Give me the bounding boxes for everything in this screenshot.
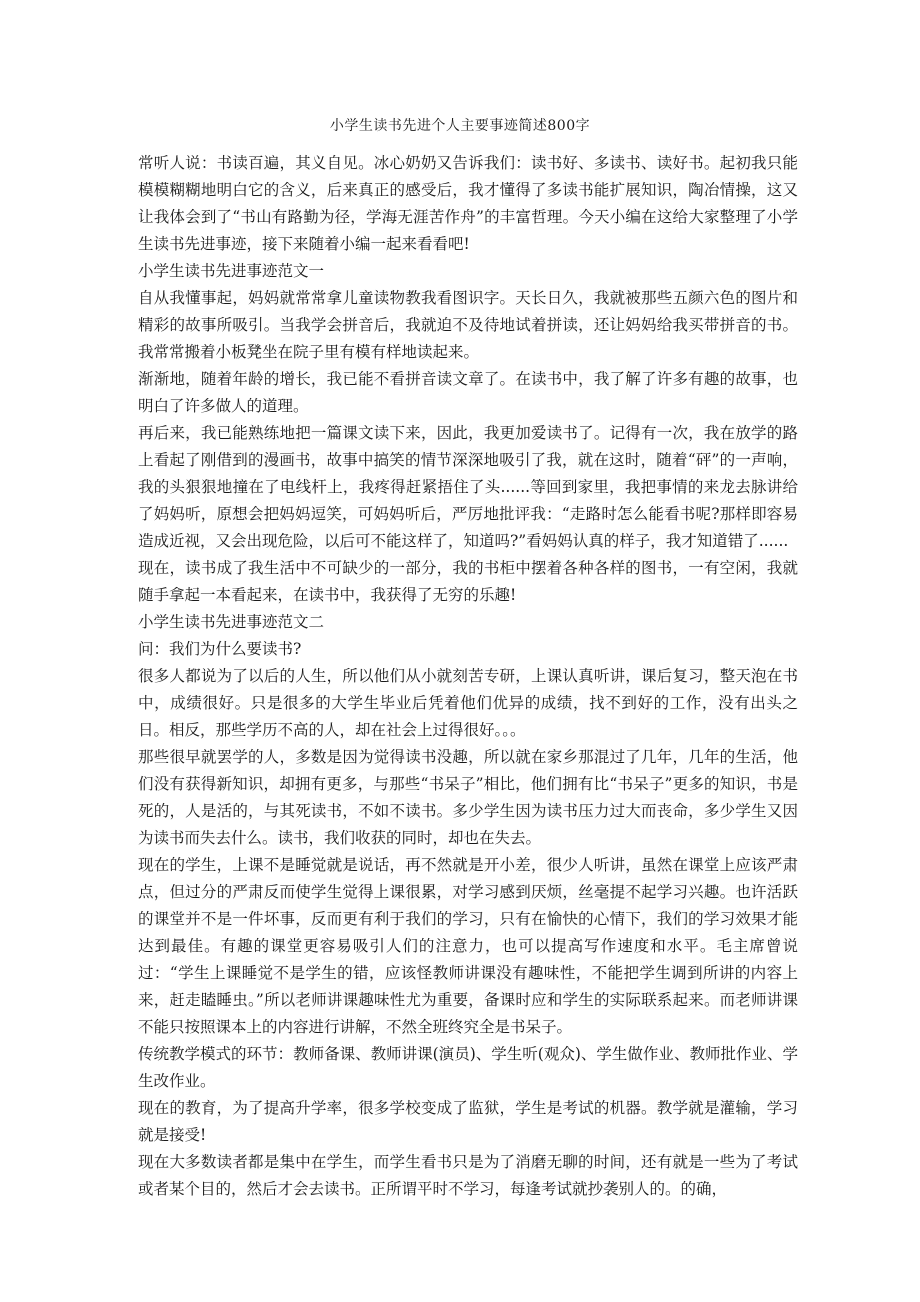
document-title: 小学生读书先进个人主要事迹简述800字: [329, 118, 591, 134]
paragraph: 传统教学模式的环节：教师备课、教师讲课(演员)、学生听(观众)、学生做作业、教师批作业、学生改作业。: [138, 1045, 798, 1090]
paragraph: 很多人都说为了以后的人生，所以他们从小就刻苦专研，上课认真听讲，课后复习，整天泡在书中，成绩很好。只是很多的大学生毕业后凭着他们优异的成绩，找不到好的工作，没有出头之日。相反，那些学历不高的人，却在社会上过得很好。。。: [138, 667, 798, 739]
paragraph: 现在，读书成了我生活中不可缺少的一部分，我的书柜中摆着各种各样的图书，一有空闲，我就随手拿起一本看起来，在读书中，我获得了无穷的乐趣!: [138, 559, 798, 604]
paragraph: 渐渐地，随着年龄的增长，我已能不看拼音读文章了。在读书中，我了解了许多有趣的故事，也明白了许多做人的道理。: [138, 370, 798, 415]
paragraph: 再后来，我已能熟练地把一篇课文读下来，因此，我更加爱读书了。记得有一次，我在放学的路上看起了刚借到的漫画书，故事中搞笑的情节深深地吸引了我，就在这时，随着“砰”的一声响，我的头狠狠地撞在了电线杆上，我疼得赶紧捂住了头......等回到家里，我把事情的来龙去脉讲给了妈妈听，原想会把妈妈逗笑，可妈妈听后，严厉地批评我：“走路时怎么能看书呢?那样即容易造成近视，又会出现危险，以后可不能这样了，知道吗?”看妈妈认真的样子，我才知道错了......: [138, 424, 798, 550]
paragraph: 现在的学生，上课不是睡觉就是说话，再不然就是开小差，很少人听讲，虽然在课堂上应该严肃点，但过分的严肃反而使学生觉得上课很累，对学习感到厌烦，丝毫提不起学习兴趣。也许活跃的课堂并不是一件坏事，反而更有利于我们的学习，只有在愉快的心情下，我们的学习效果才能达到最佳。有趣的课堂更容易吸引人们的注意力，也可以提高写作速度和水平。毛主席曾说过：“学生上课睡觉不是学生的错，应该怪教师讲课没有趣味性，不能把学生调到所讲的内容上来，赶走瞌睡虫。”所以老师讲课趣味性尤为重要，备课时应和学生的实际联系起来。而老师讲课不能只按照课本上的内容进行讲解，不然全班终究全是书呆子。: [138, 856, 798, 1036]
paragraph: 那些很早就罢学的人，多数是因为觉得读书没趣，所以就在家乡那混过了几年，几年的生活，他们没有获得新知识，却拥有更多，与那些“书呆子”相比，他们拥有比“书呆子”更多的知识，书是死的，人是活的，与其死读书，不如不读书。多少学生因为读书压力过大而丧命，多少学生又因为读书而失去什么。读书，我们收获的同时，却也在失去。: [138, 748, 798, 847]
section-heading: 小学生读书先进事迹范文二: [138, 613, 325, 631]
section-heading: 小学生读书先进事迹范文一: [138, 262, 325, 280]
paragraph: 现在的教育，为了提高升学率，很多学校变成了监狱，学生是考试的机器。教学就是灌输，学习就是接受!: [138, 1099, 798, 1144]
paragraph: 自从我懂事起，妈妈就常常拿儿童读物教我看图识字。天长日久，我就被那些五颜六色的图片和精彩的故事所吸引。当我学会拼音后，我就迫不及待地试着拼读，还让妈妈给我买带拼音的书。我常常搬着小板凳坐在院子里有模有样地读起来。: [138, 289, 798, 361]
paragraph: 问：我们为什么要读书?: [138, 640, 302, 658]
paragraph: 现在大多数读者都是集中在学生，而学生看书只是为了消磨无聊的时间，还有就是一些为了考试或者某个目的，然后才会去读书。正所谓平时不学习，每逢考试就抄袭别人的。的确，: [138, 1153, 798, 1198]
paragraph: 常听人说：书读百遍，其义自见。冰心奶奶又告诉我们：读书好、多读书、读好书。起初我只能模模糊糊地明白它的含义，后来真正的感受后，我才懂得了多读书能扩展知识，陶冶情操，这又让我体会到了“书山有路勤为径，学海无涯苦作舟”的丰富哲理。今天小编在这给大家整理了小学生读书先进事迹，接下来随着小编一起来看看吧!: [138, 154, 798, 253]
document-body: [138, 150, 798, 1203]
